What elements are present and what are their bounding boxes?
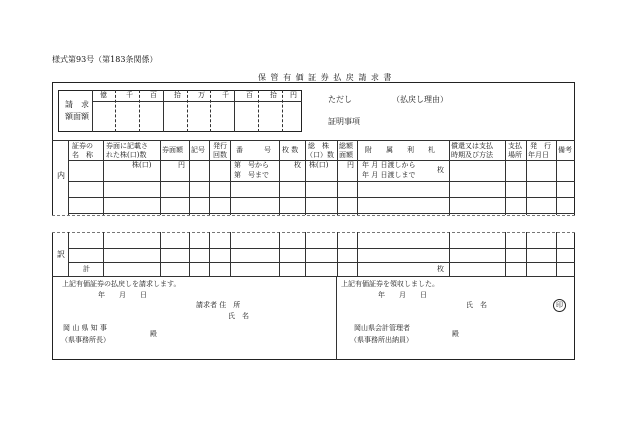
header-securities-desc-2: れた株(口)数 [106, 151, 147, 159]
digit-unit: 百 [246, 91, 253, 99]
refund-reason: （払戻し理由） [392, 95, 448, 104]
tear-gap [52, 215, 576, 232]
manager-subtitle: （県事務所出納員） [350, 336, 413, 344]
proof-items: 証明事項 [328, 117, 360, 126]
amount-label: 請 求 [65, 100, 89, 109]
header-total-shares: 総 株 [308, 142, 329, 150]
unit-number-from: 第 号から [234, 161, 269, 169]
header-securities-name-2: 名 称 [72, 151, 93, 159]
header-payment-place: 支払 [508, 142, 522, 150]
form-number: 様式第93号（第183条関係） [52, 55, 158, 64]
receipt-name-label: 氏 名 [466, 301, 487, 309]
tadashi-label: ただし [328, 95, 352, 104]
request-statement: 上記有価証券の払戻しを請求します。 [62, 280, 181, 288]
header-issue-count-2: 回数 [213, 151, 227, 159]
unit-number-to: 第 号まで [234, 171, 269, 179]
unit-kabu-kuchi: 株(口) [132, 161, 152, 169]
side-label-top: 内 [57, 171, 65, 180]
manager-title: 岡山県会計管理者 [354, 324, 410, 332]
digit-unit: 拾 [270, 91, 277, 99]
header-total-shares-2: （口）数 [306, 151, 334, 159]
digit-unit: 拾 [174, 91, 181, 99]
header-number: 番 号 [236, 146, 271, 154]
total-mai: 枚 [437, 265, 444, 273]
header-issue-date: 発 行 [530, 142, 551, 150]
governor-subtitle: （県事務所長） [61, 336, 110, 344]
amount-label-2: 額面額 [65, 112, 89, 121]
digit-unit: 百 [150, 91, 157, 99]
header-sheets: 枚 数 [282, 146, 299, 154]
unit-kabu-kuchi-total: 株(口) [309, 161, 329, 169]
unit-yen-2: 円 [347, 161, 354, 169]
header-symbol: 記号 [191, 146, 205, 154]
header-securities-desc: 券面に記載さ [106, 142, 148, 150]
header-redemption-2: 時期及び方法 [451, 151, 493, 159]
unit-mai: 枚 [294, 161, 301, 169]
digit-unit: 円 [290, 91, 297, 99]
request-date: 年 月 日 [98, 291, 147, 299]
requester-name-label: 氏 名 [228, 312, 249, 320]
header-coupon: 附 属 利 札 [365, 146, 435, 154]
unit-mai-2: 枚 [437, 166, 444, 174]
header-total-face: 総額 [339, 142, 353, 150]
requester-address-label: 請求者 住 所 [196, 301, 241, 309]
unit-coupon-from: 年 月 日渡しから [362, 161, 416, 169]
header-payment-place-2: 場所 [508, 151, 522, 159]
side-label-bottom: 訳 [57, 250, 65, 259]
header-face-value: 券面額 [162, 146, 183, 154]
digit-unit: 万 [198, 91, 205, 99]
manager-dono: 殿 [452, 330, 459, 338]
receipt-statement: 上記有価証券を領収しました。 [341, 280, 439, 288]
header-securities-name: 証券の [72, 142, 93, 150]
page-title: 保 管 有 価 証 券 払 戻 請 求 書 [258, 73, 393, 82]
digit-unit: 千 [126, 91, 133, 99]
header-redemption: 償還又は支払 [451, 142, 493, 150]
header-total-face-2: 面額 [339, 151, 353, 159]
unit-coupon-to: 年 月 日渡しまで [362, 171, 416, 179]
digit-unit: 千 [222, 91, 229, 99]
digit-unit: 億 [100, 91, 107, 99]
seal-mark: 印 [553, 299, 566, 312]
header-issue-count: 発行 [213, 142, 227, 150]
total-label: 計 [83, 265, 90, 273]
header-issue-date-2: 年月日 [528, 151, 549, 159]
receipt-date: 年 月 日 [378, 291, 427, 299]
governor-title: 岡 山 県 知 事 [63, 324, 107, 332]
header-remarks: 備考 [558, 146, 572, 154]
governor-dono: 殿 [150, 330, 157, 338]
unit-yen: 円 [178, 161, 185, 169]
